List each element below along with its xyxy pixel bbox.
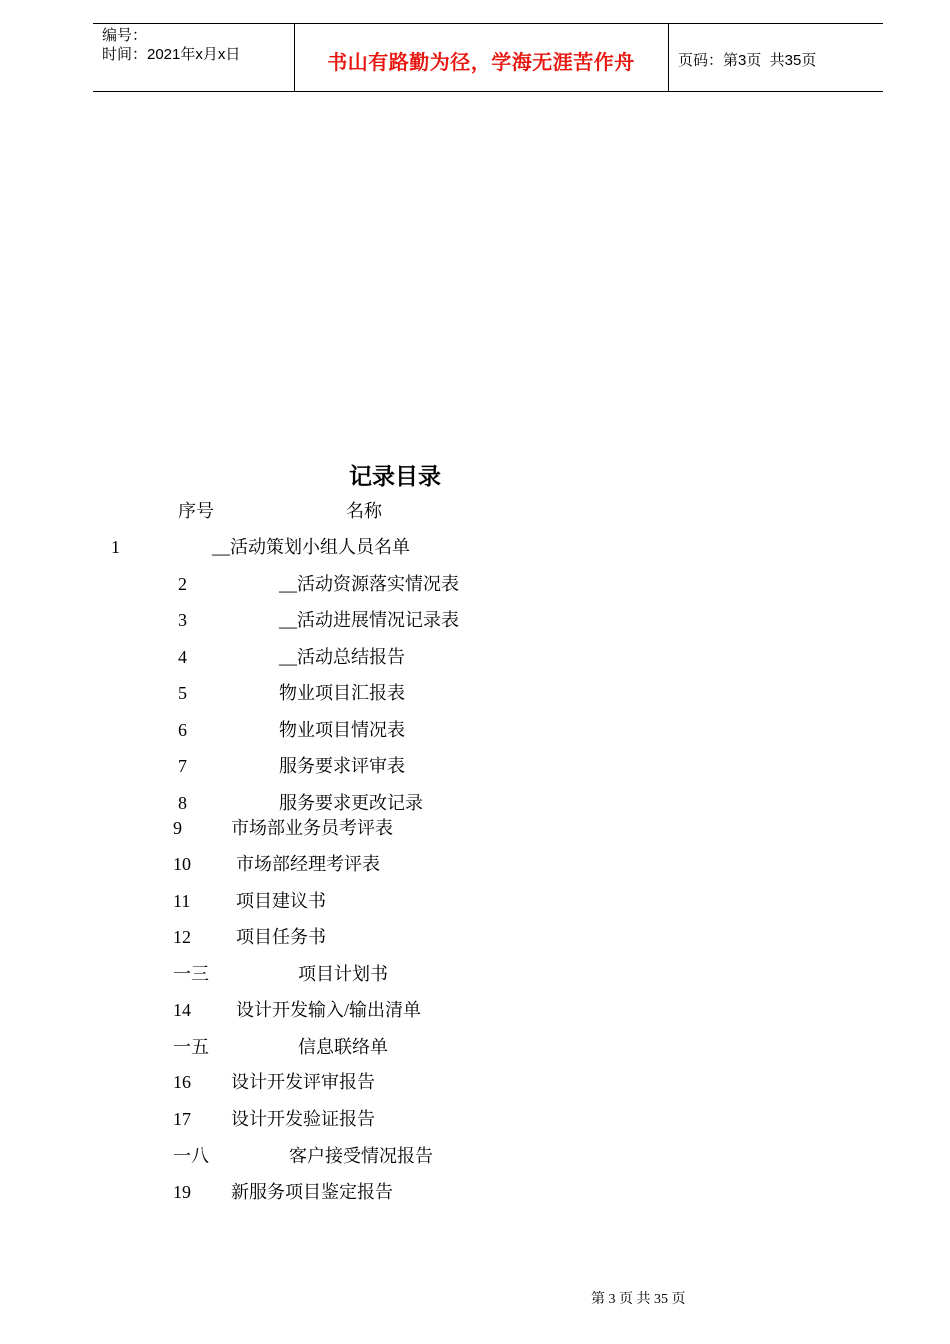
row-name: 信息联络单 bbox=[298, 1037, 388, 1057]
row-name: 项目任务书 bbox=[236, 927, 326, 947]
row-name: __活动资源落实情况表 bbox=[279, 574, 459, 594]
row-number: 一三 bbox=[173, 964, 209, 984]
row-number: 16 bbox=[173, 1072, 191, 1092]
row-number: 3 bbox=[178, 610, 187, 630]
row-name: 服务要求评审表 bbox=[279, 756, 405, 776]
number-label: 编号： bbox=[102, 27, 148, 44]
row-number: 11 bbox=[173, 891, 191, 911]
row-number: 5 bbox=[178, 683, 187, 703]
row-name: 客户接受情况报告 bbox=[289, 1146, 433, 1166]
row-number: 6 bbox=[178, 720, 187, 740]
row-name: 设计开发输入/输出清单 bbox=[236, 1000, 421, 1020]
row-name: __活动进展情况记录表 bbox=[279, 610, 459, 630]
row-number: 7 bbox=[178, 756, 187, 776]
column-header-name: 名称 bbox=[346, 501, 382, 521]
row-name: 设计开发验证报告 bbox=[231, 1109, 375, 1129]
row-number: 一五 bbox=[173, 1037, 209, 1057]
row-number: 17 bbox=[173, 1109, 191, 1129]
row-number: 14 bbox=[173, 1000, 191, 1020]
header-motto: 书山有路勤为径，学海无涯苦作舟 bbox=[327, 50, 635, 74]
row-name: 项目计划书 bbox=[298, 964, 388, 984]
row-number: 12 bbox=[173, 927, 191, 947]
row-name: 项目建议书 bbox=[236, 891, 326, 911]
row-name: 物业项目汇报表 bbox=[279, 683, 405, 703]
row-number: 2 bbox=[178, 574, 187, 594]
page-header bbox=[93, 23, 883, 92]
row-name: 新服务项目鉴定报告 bbox=[231, 1182, 393, 1202]
row-name: 物业项目情况表 bbox=[279, 720, 405, 740]
column-header-index: 序号 bbox=[178, 501, 214, 521]
header-left bbox=[102, 26, 240, 64]
page-title: 记录目录 bbox=[349, 464, 441, 490]
row-number: 19 bbox=[173, 1182, 191, 1202]
row-number: 1 bbox=[111, 537, 120, 557]
row-name: 服务要求更改记录 bbox=[279, 793, 423, 813]
header-page-info: 页码：第3页 共35页 bbox=[678, 52, 817, 69]
time-label: 时间：2021年x月x日 bbox=[102, 46, 241, 63]
page-footer: 第 3 页 共 35 页 bbox=[591, 1292, 686, 1307]
row-number: 9 bbox=[173, 818, 182, 838]
row-number: 4 bbox=[178, 647, 187, 667]
row-number: 10 bbox=[173, 854, 191, 874]
row-name: __活动策划小组人员名单 bbox=[212, 537, 410, 557]
row-number: 一八 bbox=[173, 1146, 209, 1166]
row-name: 市场部经理考评表 bbox=[236, 854, 380, 874]
header-divider bbox=[668, 24, 669, 91]
row-name: __活动总结报告 bbox=[279, 647, 405, 667]
row-number: 8 bbox=[178, 793, 187, 813]
row-name: 市场部业务员考评表 bbox=[231, 818, 393, 838]
row-name: 设计开发评审报告 bbox=[231, 1072, 375, 1092]
